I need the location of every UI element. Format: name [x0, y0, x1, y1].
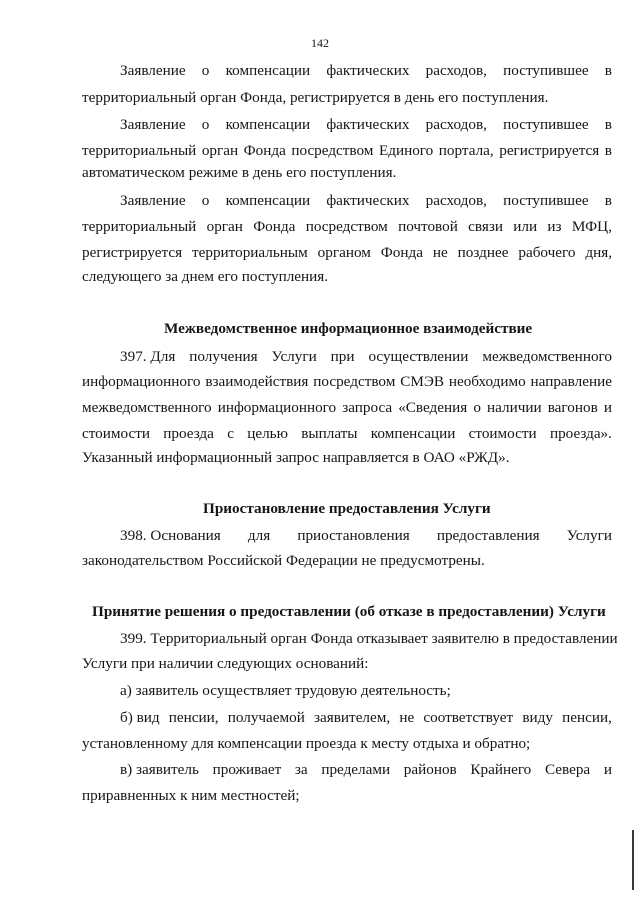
word: дня, — [585, 244, 612, 261]
word: компенсации — [225, 62, 311, 79]
word: Фонда — [380, 244, 423, 261]
word: при — [330, 348, 355, 365]
word: в — [604, 62, 612, 79]
word: получаемой — [227, 709, 305, 726]
word: проживает — [212, 761, 282, 778]
word: о — [473, 399, 481, 416]
word: Заявление — [120, 116, 186, 133]
word: территориальный — [82, 218, 197, 235]
word: компенсации — [225, 192, 311, 209]
word: и — [603, 761, 612, 778]
word: пределами — [321, 761, 391, 778]
section-heading-interagency: Межведомственное информационное взаимодействие — [164, 320, 533, 337]
word: о — [201, 192, 210, 209]
para2-line1 — [120, 116, 612, 134]
word: за — [294, 761, 308, 778]
word: выплаты — [301, 425, 358, 442]
word: поступившее — [503, 192, 589, 209]
word: стоимости — [82, 425, 150, 442]
word: «Сведения — [398, 399, 468, 416]
para398-line2: законодательством Российской Федерации не предусмотрены. — [82, 552, 485, 569]
word: территориальным — [191, 244, 308, 261]
word: в — [604, 192, 612, 209]
word: посредством — [305, 218, 388, 235]
word: МФЦ, — [571, 218, 612, 235]
para1-line1 — [120, 62, 612, 80]
word: проезда — [163, 425, 214, 442]
word: из — [547, 218, 562, 235]
item-c-line1 — [120, 761, 612, 779]
word: взаимодействия — [205, 373, 309, 390]
item-c-line2: приравненных к ним местностей; — [82, 787, 300, 804]
word: органом — [317, 244, 371, 261]
item-b-line1 — [120, 709, 612, 727]
scan-edge-mark — [632, 830, 634, 890]
word: 398. Основания — [120, 527, 221, 544]
word: запроса — [342, 399, 393, 416]
word: Фонда — [253, 218, 296, 235]
word: территориальный — [82, 142, 197, 159]
word: Заявление — [120, 192, 186, 209]
word: информационного — [82, 373, 201, 390]
word: пенсии, — [168, 709, 219, 726]
word: фактических — [326, 192, 410, 209]
word: о — [201, 116, 210, 133]
para3-line4: следующего за днем его поступления. — [82, 268, 329, 285]
word: в — [604, 142, 612, 159]
word: расходов, — [425, 192, 487, 209]
word: целью — [247, 425, 288, 442]
word: стоимости — [468, 425, 537, 442]
para3-line1 — [120, 192, 612, 210]
word: приостановления — [297, 527, 410, 544]
word: для — [247, 527, 271, 544]
word: о — [201, 62, 210, 79]
word: расходов, — [425, 116, 487, 133]
para2-line3: автоматическом режиме в день его поступления. — [82, 164, 397, 181]
para3-line2 — [82, 218, 612, 236]
word: компенсации — [370, 425, 456, 442]
word: или — [513, 218, 538, 235]
word: поступившее — [503, 116, 589, 133]
word: информационного — [217, 399, 337, 416]
para397-line5: Указанный информационный запрос направляется в ОАО «РЖД». — [82, 449, 510, 466]
word: Единого — [378, 142, 434, 159]
word: предоставления — [436, 527, 540, 544]
page-number: 142 — [311, 36, 329, 50]
word: посредством — [291, 142, 374, 159]
word: орган — [201, 142, 239, 159]
word: межведомственного — [482, 348, 612, 365]
word: осуществлении — [368, 348, 469, 365]
word: б) вид — [120, 709, 160, 726]
word: Заявление — [120, 62, 186, 79]
word: межведомственного — [82, 399, 212, 416]
word: направление — [530, 373, 612, 390]
word: орган — [206, 218, 243, 235]
word: компенсации — [225, 116, 311, 133]
para397-line1 — [120, 348, 612, 366]
word: позднее — [457, 244, 509, 261]
section-heading-suspension: Приостановление предоставления Услуги — [203, 500, 491, 517]
word: виду — [522, 709, 553, 726]
word: расходов, — [425, 62, 487, 79]
word: Услуги — [271, 348, 317, 365]
word: пенсии, — [562, 709, 612, 726]
word: Фонда — [243, 142, 286, 159]
section-heading-decision: Принятие решения о предоставлении (об отказе в предоставлении) Услуги — [92, 603, 606, 620]
word: 397. Для — [120, 348, 176, 365]
para397-line4 — [82, 425, 612, 443]
word: не — [432, 244, 448, 261]
word: регистрируется — [499, 142, 600, 159]
word: вагонов — [547, 399, 598, 416]
word: СМЭВ — [400, 373, 444, 390]
para2-line2 — [82, 142, 612, 160]
word: и — [603, 399, 612, 416]
word: соответствует — [423, 709, 514, 726]
word: заявителем, — [314, 709, 391, 726]
word: поступившее — [503, 62, 589, 79]
word: регистрируется — [82, 244, 183, 261]
word: Севера — [544, 761, 591, 778]
para1-line2: территориальный орган Фонда, регистрируется в день его поступления. — [82, 89, 549, 106]
word: наличии — [487, 399, 542, 416]
word: рабочего — [518, 244, 576, 261]
word: почтовой — [398, 218, 458, 235]
para397-line3 — [82, 399, 612, 417]
word: фактических — [326, 62, 410, 79]
para3-line3 — [82, 244, 612, 262]
item-b-line2: установленному для компенсации проезда к месту отдыха и обратно; — [82, 735, 531, 752]
word: получения — [189, 348, 258, 365]
word: Крайнего — [470, 761, 532, 778]
word: в) заявитель — [120, 761, 199, 778]
para398-line1 — [120, 527, 612, 545]
para399-line1: 399. Территориальный орган Фонда отказывает заявителю в предоставлении — [120, 630, 618, 647]
para399-line2: Услуги при наличии следующих оснований: — [82, 655, 369, 672]
item-a: а) заявитель осуществляет трудовую деятельность; — [120, 682, 451, 699]
word: районов — [403, 761, 457, 778]
word: в — [604, 116, 612, 133]
word: не — [399, 709, 415, 726]
word: портала, — [438, 142, 494, 159]
word: посредством — [313, 373, 396, 390]
word: с — [227, 425, 234, 442]
word: фактических — [326, 116, 410, 133]
para397-line2 — [82, 373, 612, 391]
word: проезда». — [549, 425, 612, 442]
word: необходимо — [448, 373, 526, 390]
word: связи — [468, 218, 503, 235]
word: Услуги — [566, 527, 612, 544]
